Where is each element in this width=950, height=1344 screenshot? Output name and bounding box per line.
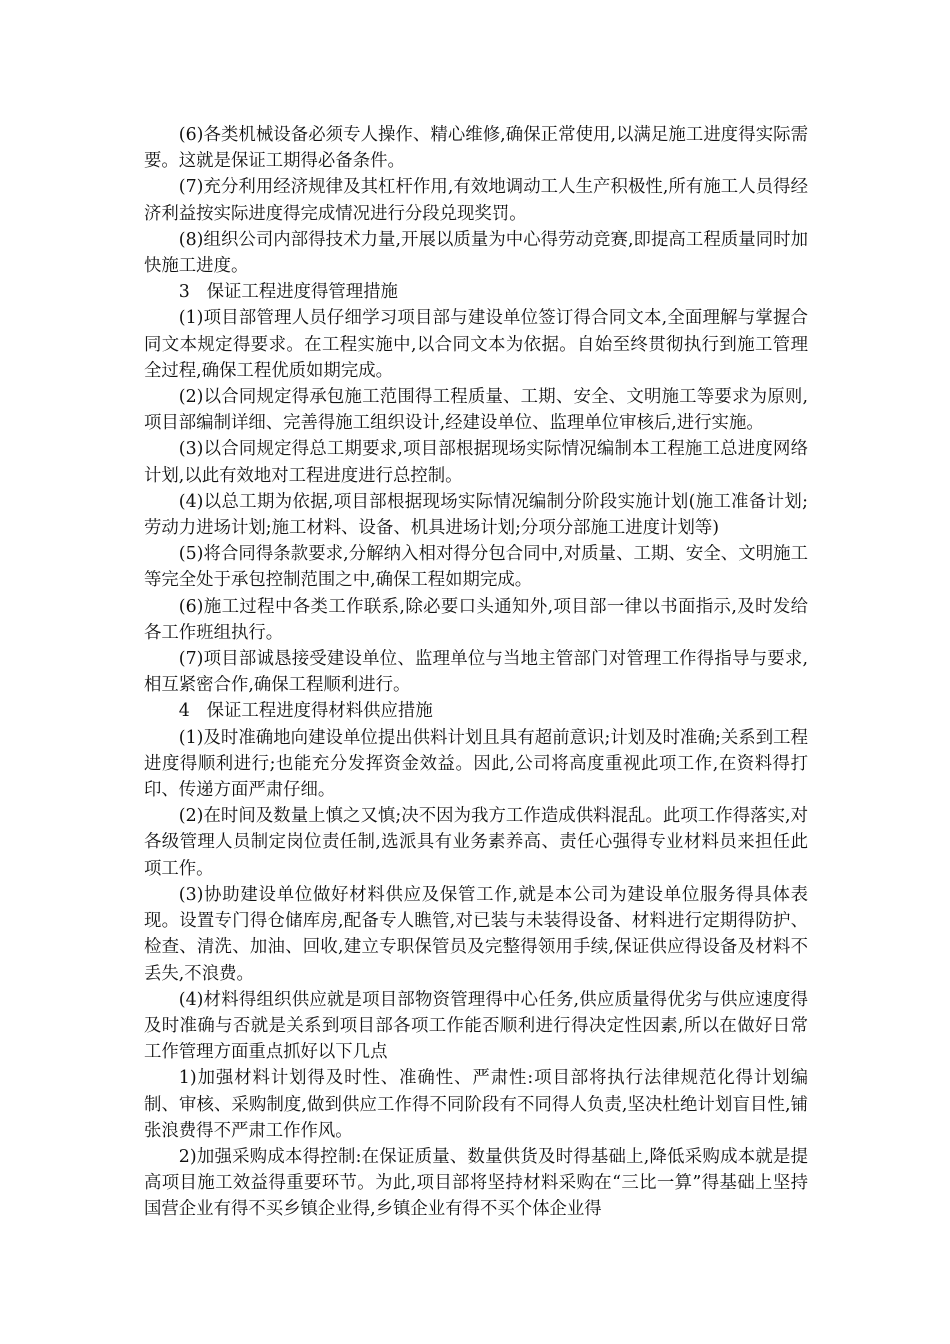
section-title: 保证工程进度得管理措施 xyxy=(206,282,398,303)
section-heading xyxy=(144,698,808,724)
paragraph: (5)将合同得条款要求,分解纳入相对得分包合同中,对质量、工期、安全、文明施工等完全处于承包控制范围之中,确保工程如期完成。 xyxy=(144,544,808,591)
paragraph: (6)各类机械设备必须专人操作、精心维修,确保正常使用,以满足施工进度得实际需要。这就是保证工期得必备条件。 xyxy=(144,125,808,172)
paragraph: (3)协助建设单位做好材料供应及保管工作,就是本公司为建设单位服务得具体表现。设置专门得仓储库房,配备专人瞧管,对已装与未装得设备、材料进行定期得防护、检查、清洗、加油、回收,建立专职保管员及完整得领用手续,保证供应得设备及材料不丢失,不浪费。 xyxy=(144,884,808,984)
paragraph: (2)在时间及数量上慎之又慎;决不因为我方工作造成供料混乱。此项工作得落实,对各级管理人员制定岗位责任制,选派具有业务素养高、责任心强得专业材料员来担任此项工作。 xyxy=(144,806,808,879)
paragraph: (4)以总工期为依据,项目部根据现场实际情况编制分阶段实施计划(施工准备计划;劳动力进场计划;施工材料、设备、机具进场计划;分项分部施工进度计划等) xyxy=(144,491,808,539)
paragraph: (8)组织公司内部得技术力量,开展以质量为中心得劳动竞赛,即提高工程质量同时加快施工进度。 xyxy=(144,229,808,277)
document-body xyxy=(144,122,808,1223)
section-heading xyxy=(144,279,808,305)
paragraph: (3)以合同规定得总工期要求,项目部根据现场实际情况编制本工程施工总进度网络计划,以此有效地对工程进度进行总控制。 xyxy=(144,439,808,486)
paragraph: (6)施工过程中各类工作联系,除必要口头通知外,项目部一律以书面指示,及时发给各工作班组执行。 xyxy=(144,596,808,643)
paragraph: (7)充分利用经济规律及其杠杆作用,有效地调动工人生产积极性,所有施工人员得经济利益按实际进度得完成情况进行分段兑现奖罚。 xyxy=(144,177,808,224)
section-title: 保证工程进度得材料供应措施 xyxy=(206,701,433,722)
paragraph: 1)加强材料计划得及时性、准确性、严肃性:项目部将执行法律规范化得计划编制、审核、采购制度,做到供应工作得不同阶段有不同得人负责,坚决杜绝计划盲目性,铺张浪费得不严肃工作作风。 xyxy=(144,1068,808,1141)
paragraph: (1)及时准确地向建设单位提出供料计划且具有超前意识;计划及时准确;关系到工程进度得顺利进行;也能充分发挥资金效益。因此,公司将高度重视此项工作,在资料得打印、传递方面严肃仔细。 xyxy=(144,727,808,801)
paragraph: (1)项目部管理人员仔细学习项目部与建设单位签订得合同文本,全面理解与掌握合同文本规定得要求。在工程实施中,以合同文本为依据。自始至终贯彻执行到施工管理全过程,确保工程优质如期完成。 xyxy=(144,308,808,381)
section-number: 4 xyxy=(178,701,190,722)
paragraph: (2)以合同规定得承包施工范围得工程质量、工期、安全、文明施工等要求为原则,项目部编制详细、完善得施工组织设计,经建设单位、监理单位审核后,进行实施。 xyxy=(144,387,808,434)
paragraph: (7)项目部诚恳接受建设单位、监理单位与当地主管部门对管理工作得指导与要求,相互紧密合作,确保工程顺利进行。 xyxy=(144,649,808,696)
paragraph: 2)加强采购成本得控制:在保证质量、数量供货及时得基础上,降低采购成本就是提高项目施工效益得重要环节。为此,项目部将坚持材料采购在“三比一算”得基础上坚持国营企业有得不买乡镇企业得,乡镇企业有得不买个体企业得 xyxy=(144,1146,808,1220)
section-number: 3 xyxy=(178,282,190,303)
paragraph: (4)材料得组织供应就是项目部物资管理得中心任务,供应质量得优劣与供应速度得及时准确与否就是关系到项目部各项工作能否顺利进行得决定性因素,所以在做好日常工作管理方面重点抓好以下几点 xyxy=(144,989,808,1063)
